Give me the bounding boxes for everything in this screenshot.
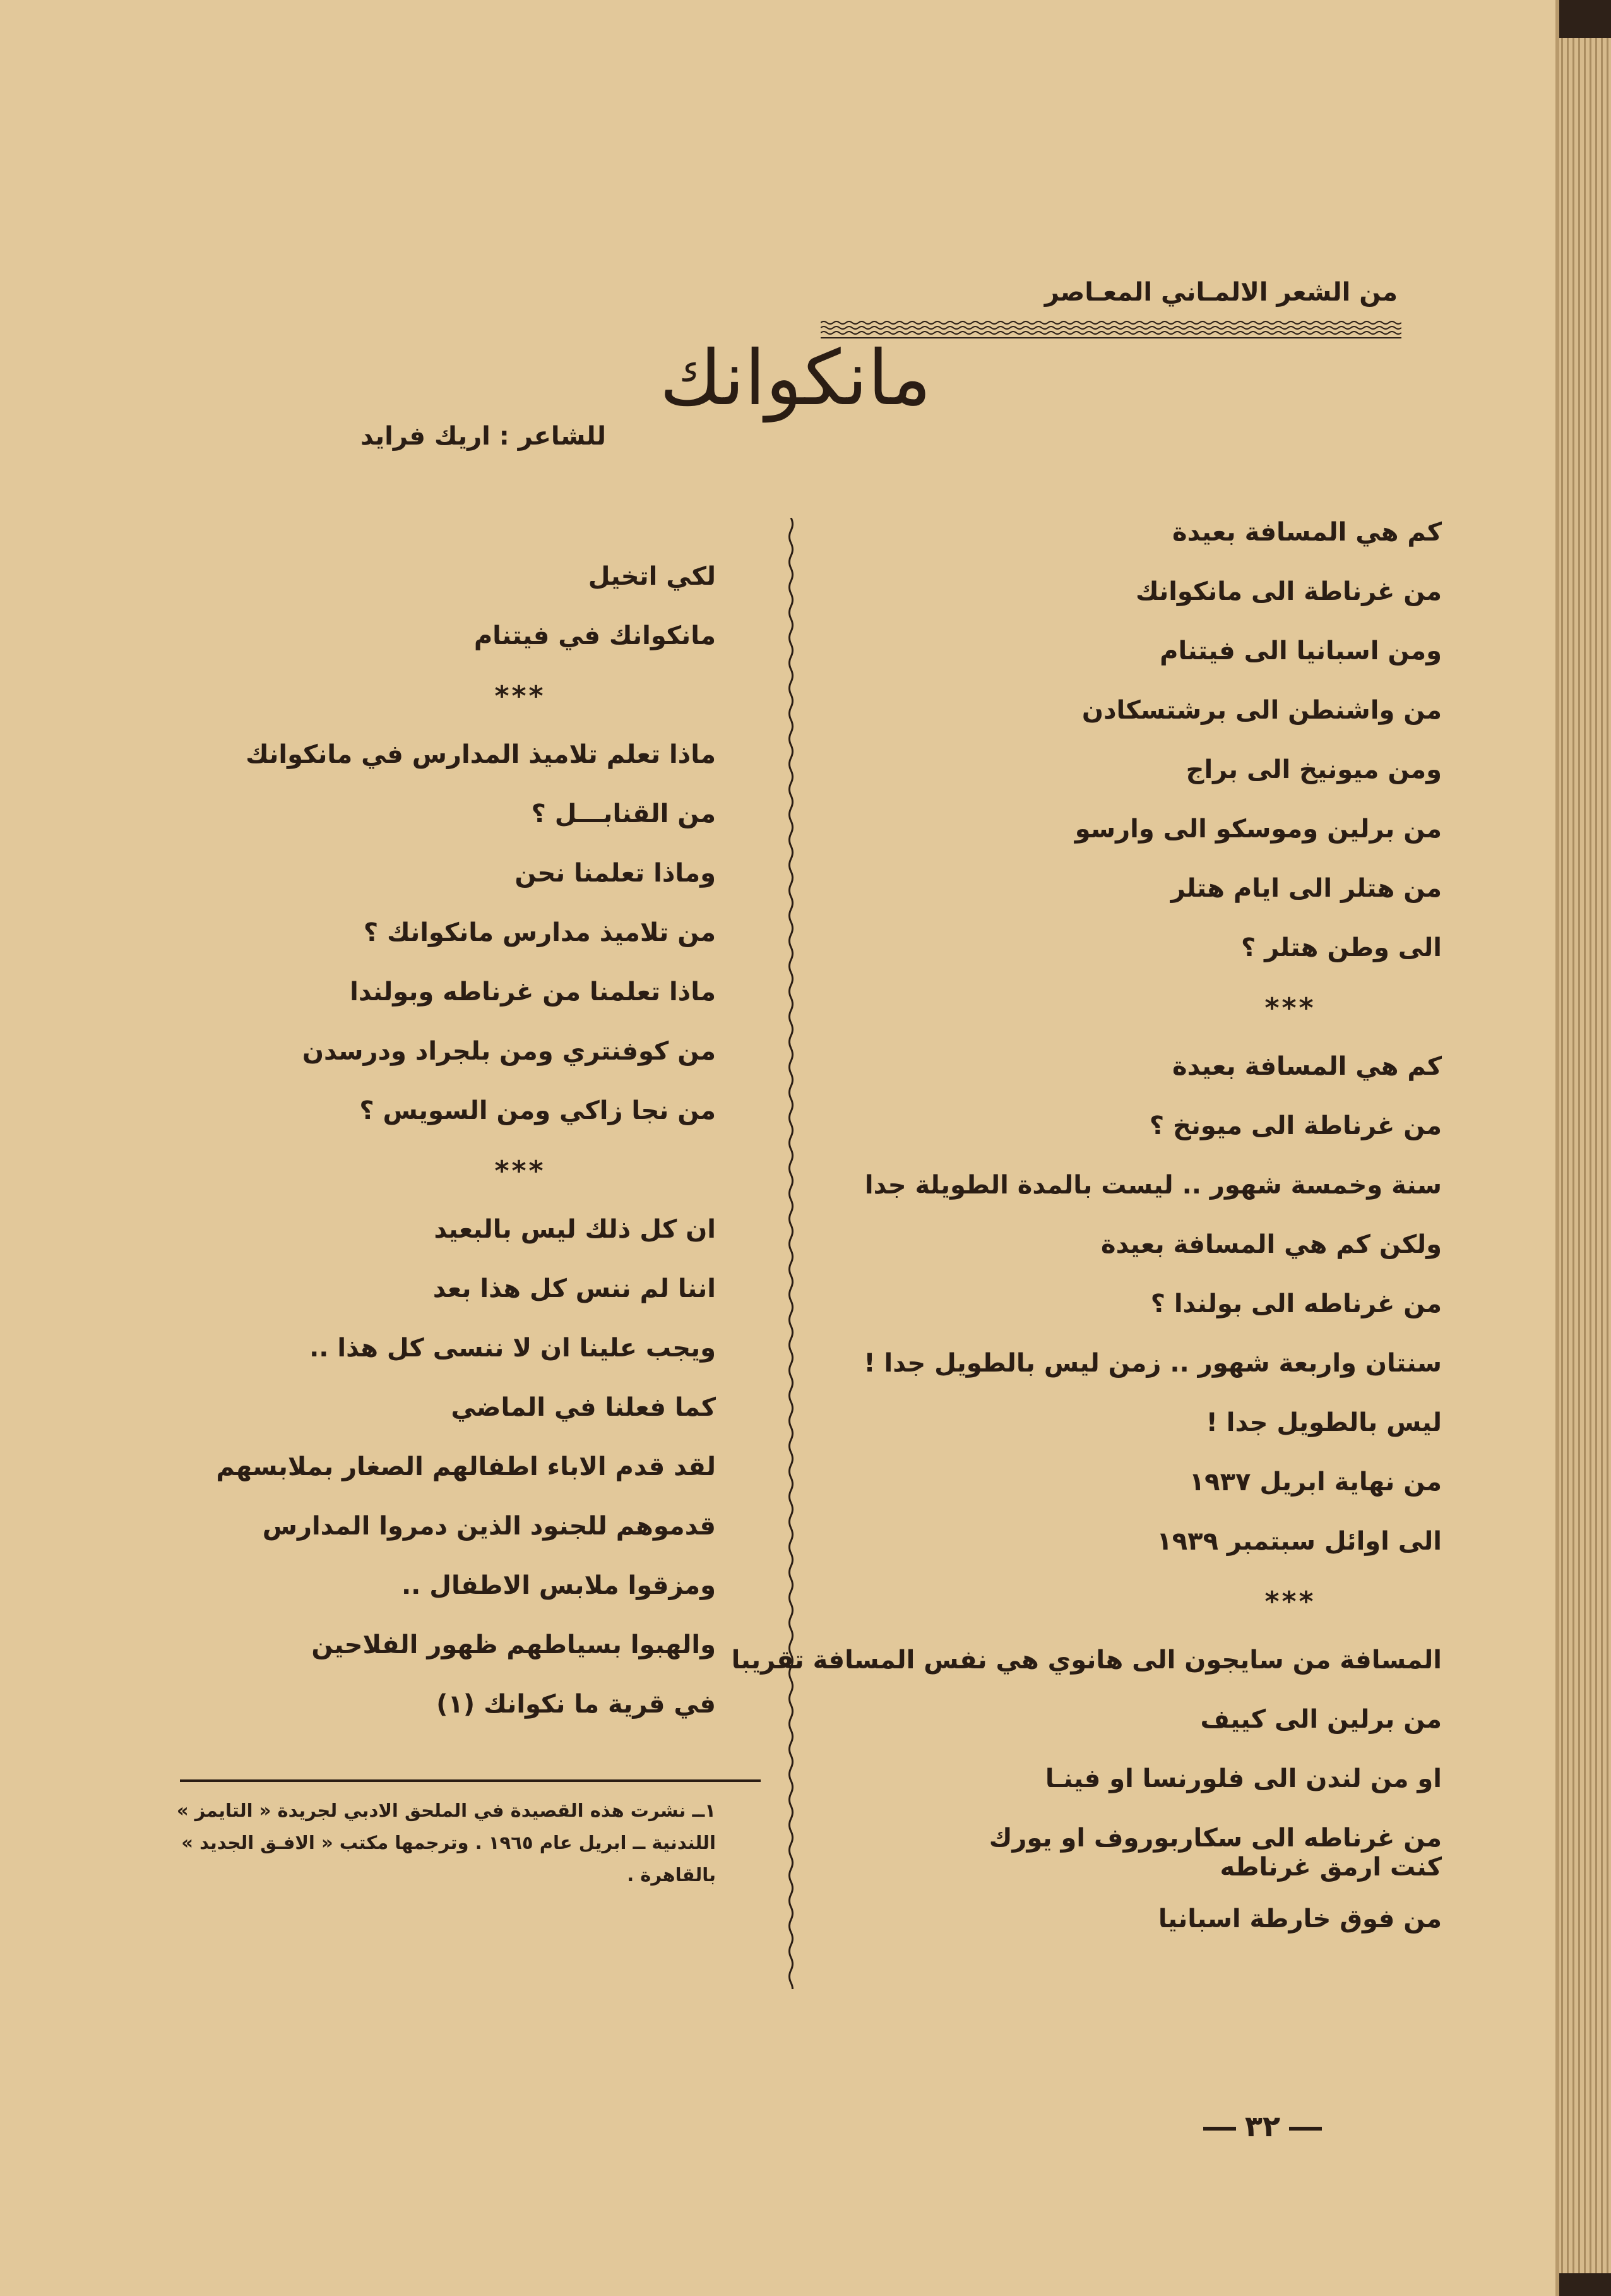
poem-line: ماذا تعلمنا من غرناطه وبولندا [350,978,716,1007]
poem-line: لكي اتخيل [588,562,716,591]
poem-line: ومن ميونيخ الى براج [1186,755,1442,784]
poem-title: مانكوانك [659,335,932,422]
poem-line: اننا لم ننس كل هذا بعد [432,1274,716,1303]
poem-line: ليس بالطويل جدا ! [1206,1408,1442,1437]
page-number-dash-left [1203,2127,1236,2131]
poem-line: ومزقوا ملابس الاطفال .. [401,1571,716,1600]
poem-line: سنتان واربعة شهور .. زمن ليس بالطويل جدا ! [864,1349,1442,1378]
poem-line: كم هي المسافة بعيدة [1172,1052,1442,1081]
poem-line: من هتلر الى ايام هتلر [1170,874,1442,903]
poem-line: في قرية ما نكوانك (١) [436,1690,716,1719]
poem-line: ماذا تعلم تلاميذ المدارس في مانكوانك [246,740,716,769]
poem-line: من برلين وموسكو الى وارسو [1074,815,1442,844]
series-title: من الشعر الالمـاني المعـاصر [1044,278,1398,307]
footnote-rule [180,1779,761,1782]
poem-line: من نهاية ابريل ١٩٣٧ [1189,1468,1442,1497]
poem-column-left [85,562,716,1749]
stanza-separator: *** [494,1155,546,1187]
poem-line: من القنابـــل ؟ [531,799,716,828]
poem-line: من واشنطن الى برشتسكادن [1081,696,1442,725]
poem-line: ان كل ذلك ليس بالبعيد [434,1215,716,1244]
poem-line: الى اوائل سبتمبر ١٩٣٩ [1156,1527,1442,1556]
poem-line: او من لندن الى فلورنسا او فينـا [1045,1764,1442,1793]
stanza-separator: *** [1264,1586,1316,1618]
poem-line: لقد قدم الاباء اطفالهم الصغار بملابسهم [216,1452,716,1481]
poem-line: الى وطن هتلر ؟ [1241,933,1442,962]
poem-line: المسافة من سايجون الى هانوي هي نفس المسافة تقريبا [731,1646,1442,1675]
poem-line: ومن اسبانيا الى فيتنام [1160,637,1442,666]
poem-line: من غرناطة الى ميونخ ؟ [1149,1111,1442,1140]
footnote: ١ــ نشرت هذه القصيدة في الملحق الادبي لجريدة « التايمز » اللندنية ــ ابريل عام ١٩٦٥ . وترجمها مكتب « الافـق الجديد » بالقاهرة . [176,1800,716,1886]
poem-line: من برلين الى كييف [1200,1705,1442,1734]
poem-line: من غرناطه الى سكاربوروف او يورك كنت ارمق غرناطه [989,1824,1442,1882]
poem-line: ويجب علينا ان لا ننسى كل هذا .. [309,1334,716,1363]
poem-line: من نجا زاكي ومن السويس ؟ [359,1096,716,1125]
stanza-separator: *** [1264,992,1316,1024]
poem-line: مانكوانك في فيتنام [473,621,716,650]
poem-line: وماذا تعلمنا نحن [514,859,716,888]
poem-line: ولكن كم هي المسافة بعيدة [1100,1230,1442,1259]
page-number [1187,2109,1338,2143]
poem-line: قدموهم للجنود الذين دمروا المدارس [262,1512,716,1541]
poem-column-right [731,518,1442,1964]
page-number-dash-right [1289,2127,1322,2131]
page-number-value: ٣٢ [1244,2109,1281,2143]
stanza-separator: *** [494,680,546,712]
poet-credit: للشاعر : اريك فرايد [360,422,606,451]
poem-line: كم هي المسافة بعيدة [1172,518,1442,547]
poem-line: سنة وخمسة شهور .. ليست بالمدة الطويلة جدا [864,1171,1442,1200]
poem-line: من تلاميذ مدارس مانكوانك ؟ [363,918,716,947]
poem-line: من كوفنتري ومن بلجراد ودرسدن [302,1037,716,1066]
poem-line: والهبوا بسياطهم ظهور الفلاحين [311,1630,716,1659]
poem-line: من فوق خارطة اسبانيا [1158,1904,1442,1934]
poem-line: كما فعلنا في الماضي [451,1393,716,1422]
poem-line: من غرناطه الى بولندا ؟ [1150,1289,1442,1318]
poem-line: من غرناطة الى مانكوانك [1135,577,1442,606]
